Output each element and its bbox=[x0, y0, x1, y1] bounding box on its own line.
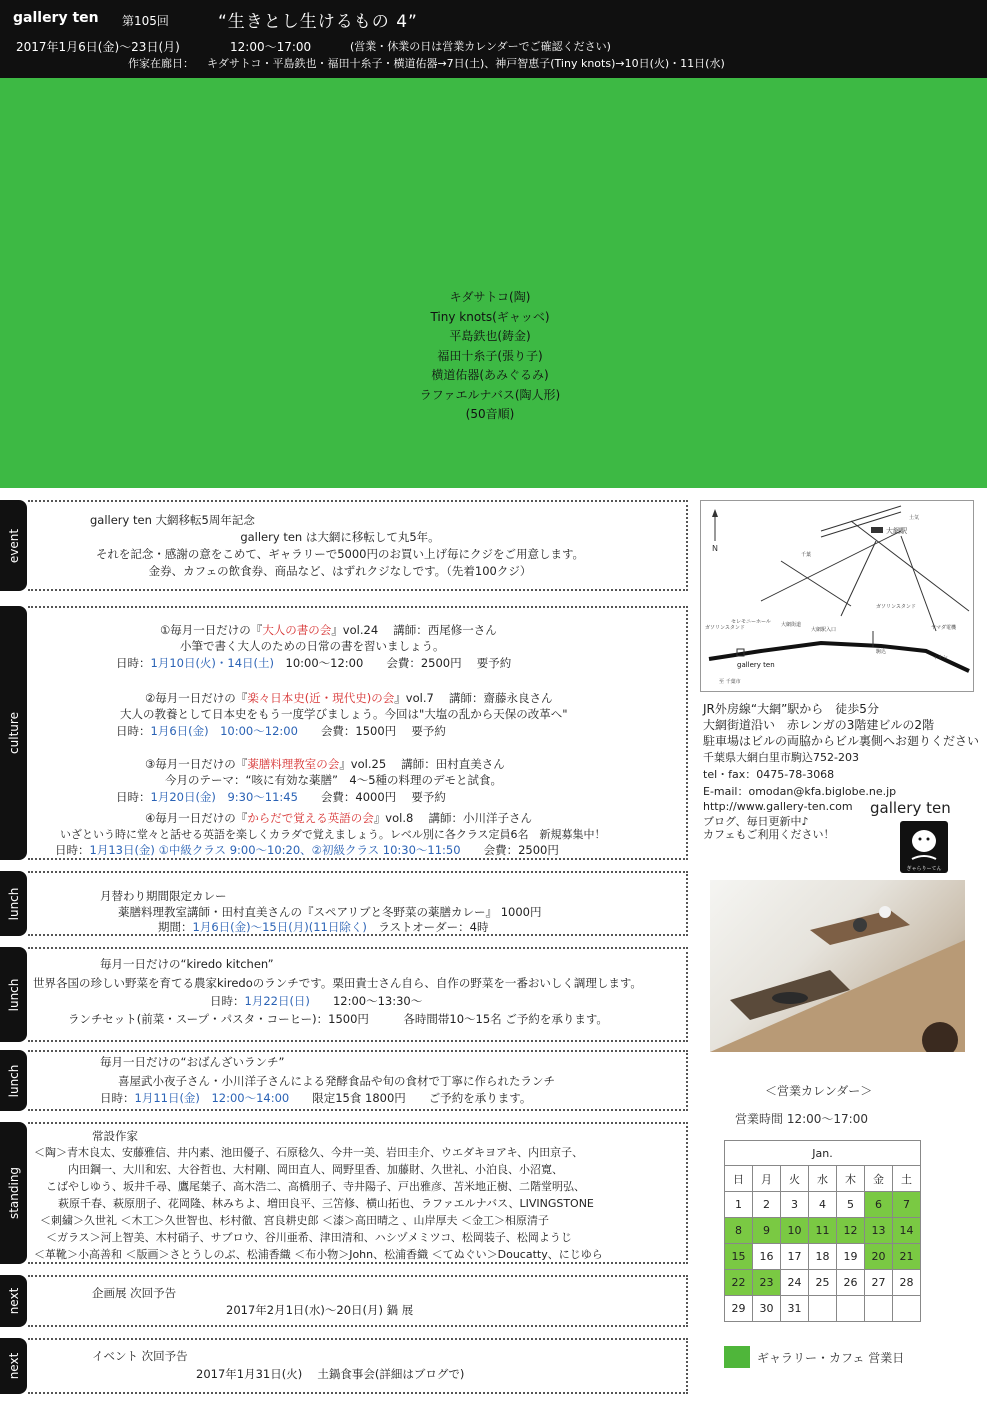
artist-order-note: (50音順) bbox=[465, 407, 515, 421]
tab-label: event bbox=[6, 528, 21, 563]
calendar-day: 16 bbox=[753, 1244, 781, 1270]
calendar-day: 8 bbox=[725, 1218, 753, 1244]
north-label: N bbox=[712, 544, 718, 553]
parking-line: 駐車場はビルの両脇からビル裏側へお廻りください bbox=[703, 734, 980, 748]
next-line: 2017年1月31日(火) 土鍋食事会(詳細はブログで) bbox=[196, 1367, 465, 1381]
class-name: 大人の書の会 bbox=[262, 623, 332, 637]
calendar-day: 31 bbox=[781, 1296, 809, 1322]
tab-label: culture bbox=[6, 712, 21, 754]
weekday-header: 月 bbox=[753, 1166, 781, 1192]
artist-list bbox=[340, 288, 640, 425]
calendar-hours: 営業時間 12:00～17:00 bbox=[735, 1112, 868, 1126]
event-line: 金券、カフェの飲食券、商品など、はずれクジなしです。（先着100クジ） bbox=[148, 564, 532, 578]
standing-heading: 常設作家 bbox=[92, 1129, 138, 1143]
calendar-day: 18 bbox=[809, 1244, 837, 1270]
lunch-heading: 月替わり期間限定カレー bbox=[100, 889, 227, 903]
calendar-day: 20 bbox=[865, 1244, 893, 1270]
calendar-day: 15 bbox=[725, 1244, 753, 1270]
culture-section bbox=[0, 606, 688, 860]
dotted-frame bbox=[28, 1275, 688, 1327]
calendar-day: 12 bbox=[837, 1218, 865, 1244]
weekday-header: 水 bbox=[809, 1166, 837, 1192]
standing-line: こばやしゆう、坂井千尋、鷹尾葉子、高木浩二、高橋朋子、寺井陽子、戸出雅彦、苫米地正樹、二階堂明弘、 bbox=[46, 1180, 585, 1193]
lunch-line: 薬膳料理教室講師・田村直美さんの『スペアリブと冬野菜の薬膳カレー』 1000円 bbox=[118, 905, 542, 919]
culture-item-date: 日時：1月13日(金) ①中級クラス 9:00～10:20、②初級クラス 10:30～11:50 会費：2500円 bbox=[55, 843, 559, 857]
website-link[interactable]: http://www.gallery-ten.com bbox=[703, 800, 853, 813]
calendar-title: ＜営業カレンダー＞ bbox=[765, 1084, 873, 1098]
svg-text:ガソリンスタンド: ガソリンスタンド bbox=[876, 604, 916, 610]
tab-label: next bbox=[6, 1352, 21, 1380]
standing-line: ＜刺繍＞久世礼 ＜木工＞久世智也、杉村徹、宮良耕史郎 ＜漆＞高田晴之 、山岸厚夫 ＜金工＞相原清子 bbox=[40, 1214, 549, 1227]
svg-text:駒込: 駒込 bbox=[876, 649, 887, 655]
calendar-day: 24 bbox=[781, 1270, 809, 1296]
tab-label: standing bbox=[6, 1166, 21, 1220]
section-tab bbox=[0, 1275, 27, 1327]
tab-label: lunch bbox=[6, 1064, 21, 1097]
svg-text:至 千葉市: 至 千葉市 bbox=[719, 679, 741, 685]
standing-line: 萩原千春、萩原朋子、花岡隆、林みちよ、増田良平、三笘修、横山拓也、ラファエルナバス、LIVINGSTONE bbox=[58, 1197, 594, 1210]
calendar-day: 11 bbox=[809, 1218, 837, 1244]
lunch-line: ランチセット(前菜・スープ・パスタ・コーヒー)：1500円 各時間帯10～15名 ご予約を承ります。 bbox=[68, 1012, 608, 1026]
next-exhibition-section bbox=[0, 1275, 688, 1327]
calendar-day: 25 bbox=[809, 1270, 837, 1296]
calendar-note: (営業・休業の日は営業カレンダーでご確認ください) bbox=[350, 40, 611, 53]
lunch-line: 喜屋武小夜子さん・小川洋子さんによる発酵食品や旬の食材で丁寧に作られたランチ bbox=[118, 1074, 555, 1088]
tab-label: lunch bbox=[6, 887, 21, 920]
section-tab bbox=[0, 947, 27, 1042]
calendar-day: 21 bbox=[893, 1244, 921, 1270]
class-name: 薬膳料理教室の会 bbox=[247, 757, 340, 771]
calendar-day: 10 bbox=[781, 1218, 809, 1244]
calendar-day: 7 bbox=[893, 1192, 921, 1218]
calendar-day: 19 bbox=[837, 1244, 865, 1270]
logo-icon bbox=[900, 821, 948, 873]
lunch-period: 期間：1月6日(金)～15日(月)(11日除く) ラストオーダー：4時 bbox=[158, 920, 489, 934]
culture-item-desc: 小筆で書く大人のための日常の書を習いましょう。 bbox=[180, 639, 445, 653]
event-line: gallery ten は大網に移転して丸5年。 bbox=[240, 530, 440, 544]
svg-text:大網駅入口: 大網駅入口 bbox=[811, 627, 837, 633]
lunch-kiredo-section bbox=[0, 947, 688, 1042]
svg-text:土気: 土気 bbox=[909, 515, 920, 521]
calendar-day: 27 bbox=[865, 1270, 893, 1296]
artist-item: ラファエルナバス(陶人形) bbox=[419, 387, 561, 402]
culture-item-desc: 今月のテーマ：“咳に有効な薬膳” 4～5種の料理のデモと試食。 bbox=[165, 773, 503, 787]
calendar-day: 4 bbox=[809, 1192, 837, 1218]
calendar-day: 5 bbox=[837, 1192, 865, 1218]
section-tab bbox=[0, 871, 27, 936]
section-tab bbox=[0, 1338, 27, 1394]
event-section bbox=[0, 500, 688, 591]
calendar-day bbox=[865, 1296, 893, 1322]
logo-mark bbox=[900, 821, 948, 873]
lunch-heading: 毎月一日だけの“kiredo kitchen” bbox=[100, 957, 274, 971]
standing-section bbox=[0, 1122, 688, 1264]
artist-item: 福田十糸子(張り子) bbox=[437, 348, 543, 363]
blog-note: ブログ、毎日更新中♪ bbox=[703, 815, 809, 828]
calendar-day: 6 bbox=[865, 1192, 893, 1218]
standing-line: ＜革靴＞小高善和 ＜版画＞さとうしのぶ、松浦香織 ＜布小物＞John、松浦香織 ＜てぬぐい＞Doucatty、にじゆら bbox=[34, 1248, 603, 1261]
photo-illustration bbox=[710, 880, 965, 1052]
artists-label: 作家在廊日： bbox=[128, 57, 194, 70]
calendar-day: 14 bbox=[893, 1218, 921, 1244]
calendar-day bbox=[837, 1296, 865, 1322]
business-calendar bbox=[724, 1140, 921, 1322]
weekday-header: 日 bbox=[725, 1166, 753, 1192]
exhibition-hours: 12:00～17:00 bbox=[230, 40, 312, 54]
logo-text: gallery ten bbox=[870, 799, 951, 817]
standing-line: ＜陶＞青木良太、安藤雅信、井内素、池田優子、石原稔久、今井一美、岩田圭介、ウエダキヨアキ、内田京子、 bbox=[34, 1146, 584, 1159]
artists-days: キダサトコ・平島鉄也・福田十糸子・横道佑器→7日(土)、神戸智恵子(Tiny knots)→10日(火)・11日(水) bbox=[207, 57, 725, 70]
culture-item-date: 日時：1月20日(金) 9:30～11:45 会費：4000円 要予約 bbox=[116, 790, 446, 804]
logo-caption: ぎゃらりーてん bbox=[906, 866, 942, 872]
weekday-header: 木 bbox=[837, 1166, 865, 1192]
access-line: JR外房線“大網”駅から 徒歩5分 bbox=[703, 702, 879, 716]
event-heading: gallery ten 大網移転5周年記念 bbox=[90, 513, 255, 527]
phone: tel・fax：0475-78-3068 bbox=[703, 768, 835, 781]
culture-item-desc: いざという時に堂々と話せる英語を楽しくカラダで覚えましょう。レベル別に各クラス定員6名 新規募集中！ bbox=[60, 828, 606, 841]
event-line: それを記念・感謝の意をこめて、ギャラリーで5000円のお買い上げ毎にクジをご用意します。 bbox=[95, 547, 585, 561]
class-name: 楽々日本史(近・現代史)の会 bbox=[247, 691, 395, 705]
calendar-day: 2 bbox=[753, 1192, 781, 1218]
calendar-day: 30 bbox=[753, 1296, 781, 1322]
tab-label: lunch bbox=[6, 978, 21, 1011]
access-line: 大網街道沿い 赤レンガの3階建ビルの2階 bbox=[703, 718, 934, 732]
gallery-label: gallery ten bbox=[737, 661, 775, 669]
calendar-day: 23 bbox=[753, 1270, 781, 1296]
section-tab bbox=[0, 606, 27, 860]
calendar-day: 28 bbox=[893, 1270, 921, 1296]
exhibition-title: “生きとし生けるもの 4” bbox=[218, 12, 418, 32]
section-tab bbox=[0, 1050, 27, 1111]
lunch-obanzai-section bbox=[0, 1050, 688, 1111]
open-day-legend: ギャラリー・カフェ 営業日 bbox=[757, 1351, 905, 1365]
section-tab bbox=[0, 500, 27, 591]
calendar-day: 1 bbox=[725, 1192, 753, 1218]
address: 千葉県大網白里市駒込752-203 bbox=[703, 751, 859, 764]
culture-item-date: 日時：1月6日(金) 10:00～12:00 会費：1500円 要予約 bbox=[116, 724, 446, 738]
map-drawing bbox=[701, 501, 973, 691]
lunch-line: 世界各国の珍しい野菜を育てる農家kiredoのランチです。栗田貴士さん自ら、自作の野菜を一番おいしく調理します。 bbox=[33, 976, 642, 990]
calendar-day bbox=[893, 1296, 921, 1322]
svg-text:イオン: イオン bbox=[933, 655, 948, 661]
culture-item-title: ③毎月一日だけの『薬膳料理教室の会』vol.25 講師：田村直美さん bbox=[145, 757, 505, 771]
culture-item-title: ①毎月一日だけの『大人の書の会』vol.24 講師：西尾修一さん bbox=[160, 623, 497, 637]
station-label: 大網駅 bbox=[886, 527, 907, 535]
standing-line: ＜ガラス＞河上智美、木村硝子、サブロウ、谷川亜希、津田清和、ハシヅメミツコ、松岡装子、松岡ようじ bbox=[46, 1231, 572, 1244]
access-map bbox=[700, 500, 974, 692]
calendar-day: 22 bbox=[725, 1270, 753, 1296]
weekday-header: 金 bbox=[865, 1166, 893, 1192]
calendar-day: 29 bbox=[725, 1296, 753, 1322]
svg-text:千葉: 千葉 bbox=[801, 552, 812, 558]
cafe-photo bbox=[710, 880, 965, 1052]
svg-text:大網街道: 大網街道 bbox=[781, 622, 802, 628]
issue-number: 第105回 bbox=[122, 14, 169, 28]
calendar-month: Jan. bbox=[725, 1141, 921, 1166]
open-day-legend-swatch bbox=[724, 1346, 750, 1368]
calendar-day: 3 bbox=[781, 1192, 809, 1218]
artist-item: Tiny knots(ギャッベ) bbox=[430, 309, 550, 324]
calendar-day: 26 bbox=[837, 1270, 865, 1296]
calendar-day: 9 bbox=[753, 1218, 781, 1244]
culture-item-title: ④毎月一日だけの『からだで覚える英語の会』vol.8 講師：小川洋子さん bbox=[145, 811, 532, 825]
gallery-name: gallery ten bbox=[13, 10, 99, 26]
class-name: からだで覚える英語の会 bbox=[247, 811, 374, 825]
lunch-curry-section bbox=[0, 871, 688, 936]
artist-item: キダサトコ(陶) bbox=[449, 290, 531, 304]
next-line: 2017年2月1日(水)～20日(月) 鍋 展 bbox=[226, 1303, 414, 1317]
svg-text:ヤマダ電機: ヤマダ電機 bbox=[931, 625, 957, 631]
artist-item: 横道佑器(あみぐるみ) bbox=[431, 368, 549, 382]
header-bar bbox=[0, 0, 987, 78]
next-heading: 企画展 次回予告 bbox=[92, 1286, 177, 1300]
next-heading: イベント 次回予告 bbox=[92, 1349, 188, 1363]
email[interactable]: E-mail：omodan@kfa.biglobe.ne.jp bbox=[703, 785, 897, 798]
artist-item: 平島鉄也(鋳金) bbox=[449, 329, 531, 343]
tab-label: next bbox=[6, 1287, 21, 1315]
svg-text:ガソリンスタンド: ガソリンスタンド bbox=[705, 625, 745, 631]
section-tab bbox=[0, 1122, 27, 1264]
culture-item-desc: 大人の教養として日本史をもう一度学びましょう。今回は"大塩の乱から天保の改革へ" bbox=[120, 707, 568, 721]
lunch-heading: 毎月一日だけの“おばんざいランチ” bbox=[100, 1055, 285, 1069]
calendar-day: 13 bbox=[865, 1218, 893, 1244]
cafe-note: カフェもご利用ください！ bbox=[703, 828, 835, 841]
calendar-day: 17 bbox=[781, 1244, 809, 1270]
culture-item-date: 日時：1月10日(火)・14日(土) 10:00～12:00 会費：2500円 要予約 bbox=[116, 656, 512, 670]
weekday-header: 火 bbox=[781, 1166, 809, 1192]
svg-text:セレモニーホール: セレモニーホール bbox=[731, 619, 771, 625]
exhibition-dates: 2017年1月6日(金)～23日(月) bbox=[16, 40, 180, 54]
weekday-header: 土 bbox=[893, 1166, 921, 1192]
hero-green-panel bbox=[0, 78, 987, 488]
culture-item-title: ②毎月一日だけの『楽々日本史(近・現代史)の会』vol.7 講師：齋藤永良さん bbox=[145, 691, 553, 705]
lunch-date: 日時：1月22日(日) 12:00～13:30～ bbox=[210, 994, 423, 1008]
calendar-day bbox=[809, 1296, 837, 1322]
standing-line: 内田鋼一、大川和宏、大谷哲也、大村剛、岡田直人、岡野里香、加藤財、久世礼、小泊良、小沼寛、 bbox=[68, 1163, 563, 1176]
lunch-date: 日時：1月11日(金) 12:00～14:00 限定15食 1800円 ご予約を承ります。 bbox=[100, 1091, 532, 1105]
next-event-section bbox=[0, 1338, 688, 1394]
